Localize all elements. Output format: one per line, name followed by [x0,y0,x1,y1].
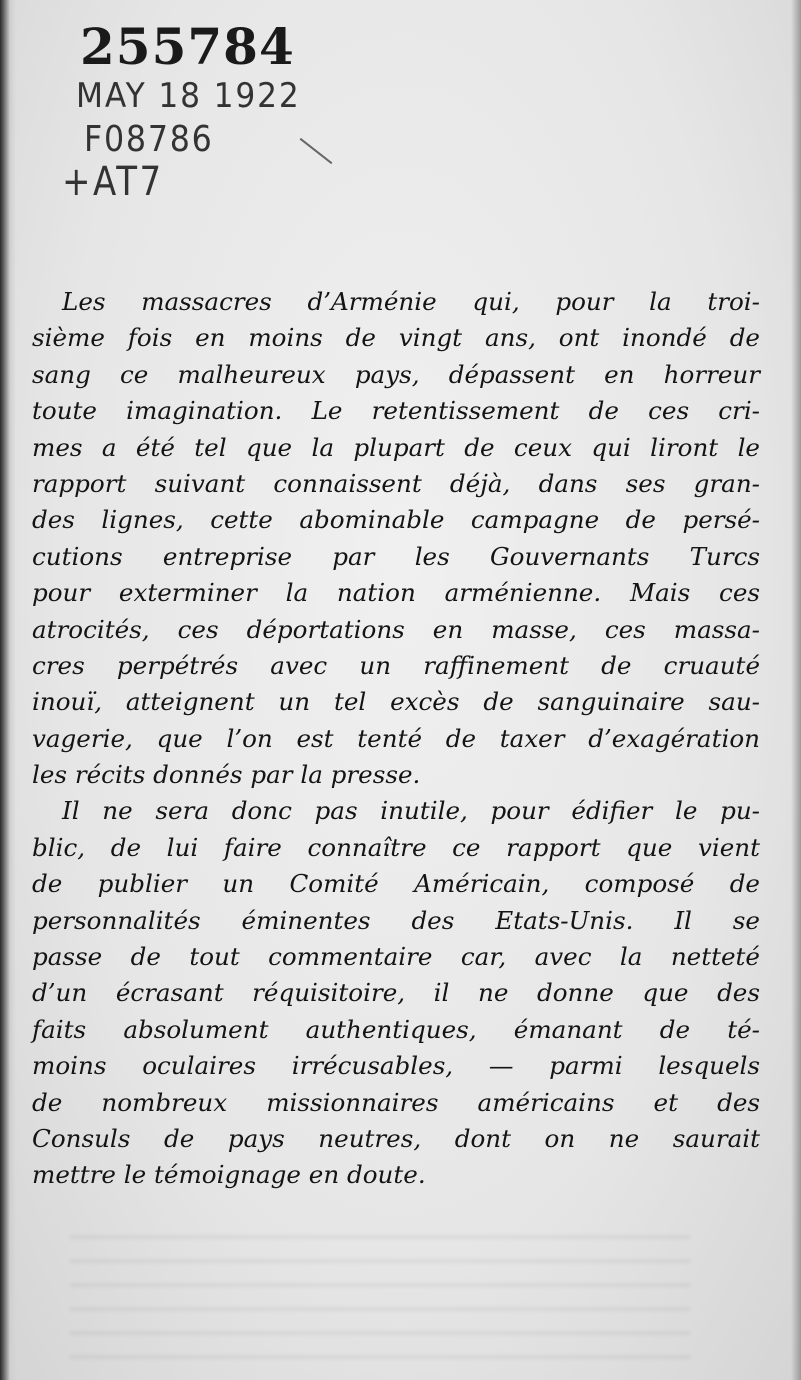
paragraph-2 [32,793,760,1193]
text-line: Les massacres d’Arménie qui, pour la troi- [62,287,760,316]
text-line: de nombreux missionnaires américains et des [32,1087,760,1117]
pencil-stroke [300,138,333,164]
accession-number-stamp: 255784 [80,17,295,76]
text-line: sang ce malheureux pays, dépassent en horreur [32,359,760,389]
text-line: cres perpétrés avec un raffinement de cruauté [32,650,760,680]
text-line: personnalités éminentes des Etats-Unis. Il se [32,905,760,935]
text-line: Consuls de pays neutres, dont on ne saurait [32,1123,760,1153]
text-line: les récits donnés par la presse. [32,760,421,790]
text-line: mettre le témoignage en doute. [32,1160,426,1190]
text-line: pour exterminer la nation arménienne. Mais ces [32,578,760,608]
text-line: mes a été tel que la plupart de ceux qui liront le [32,432,760,462]
text-line: Il ne sera donc pas inutile, pour édifier le pu- [62,796,760,826]
handwritten-date: MAY 18 1922 [76,76,301,116]
text-line: faits absolument authentiques, émanant de té- [32,1014,760,1044]
page-binding-edge [0,0,16,1380]
text-line: de publier un Comité Américain, composé de [32,869,760,899]
handwritten-mark: +AT7 [62,159,164,205]
text-line: toute imagination. Le retentissement de ces cri- [32,396,760,426]
text-line: atrocités, ces déportations en masse, ces massa- [32,614,760,644]
text-line: des lignes, cette abominable campagne de persé- [32,505,760,535]
text-line: blic, de lui faire connaître ce rapport que vient [32,832,760,862]
show-through-bleed [70,1235,690,1375]
text-line: inouï, atteignent un tel excès de sanguinaire sau- [32,687,760,717]
text-line: passe de tout commentaire car, avec la netteté [32,942,760,972]
text-line: sième fois en moins de vingt ans, ont inondé de [32,323,760,353]
text-line: vagerie, que l’on est tenté de taxer d’exagération [32,723,760,753]
page-right-edge [791,0,801,1380]
body-text [32,284,760,1194]
text-line: d’un écrasant réquisitoire, il ne donne que des [32,978,760,1008]
text-line: rapport suivant connaissent déjà, dans ses gran- [32,468,760,498]
text-line: moins oculaires irrécusables, — parmi lesquels [32,1051,760,1081]
paragraph-1 [32,284,760,793]
text-line: cutions entreprise par les Gouvernants Turcs [32,541,760,571]
handwritten-code: F08786 [84,119,214,160]
